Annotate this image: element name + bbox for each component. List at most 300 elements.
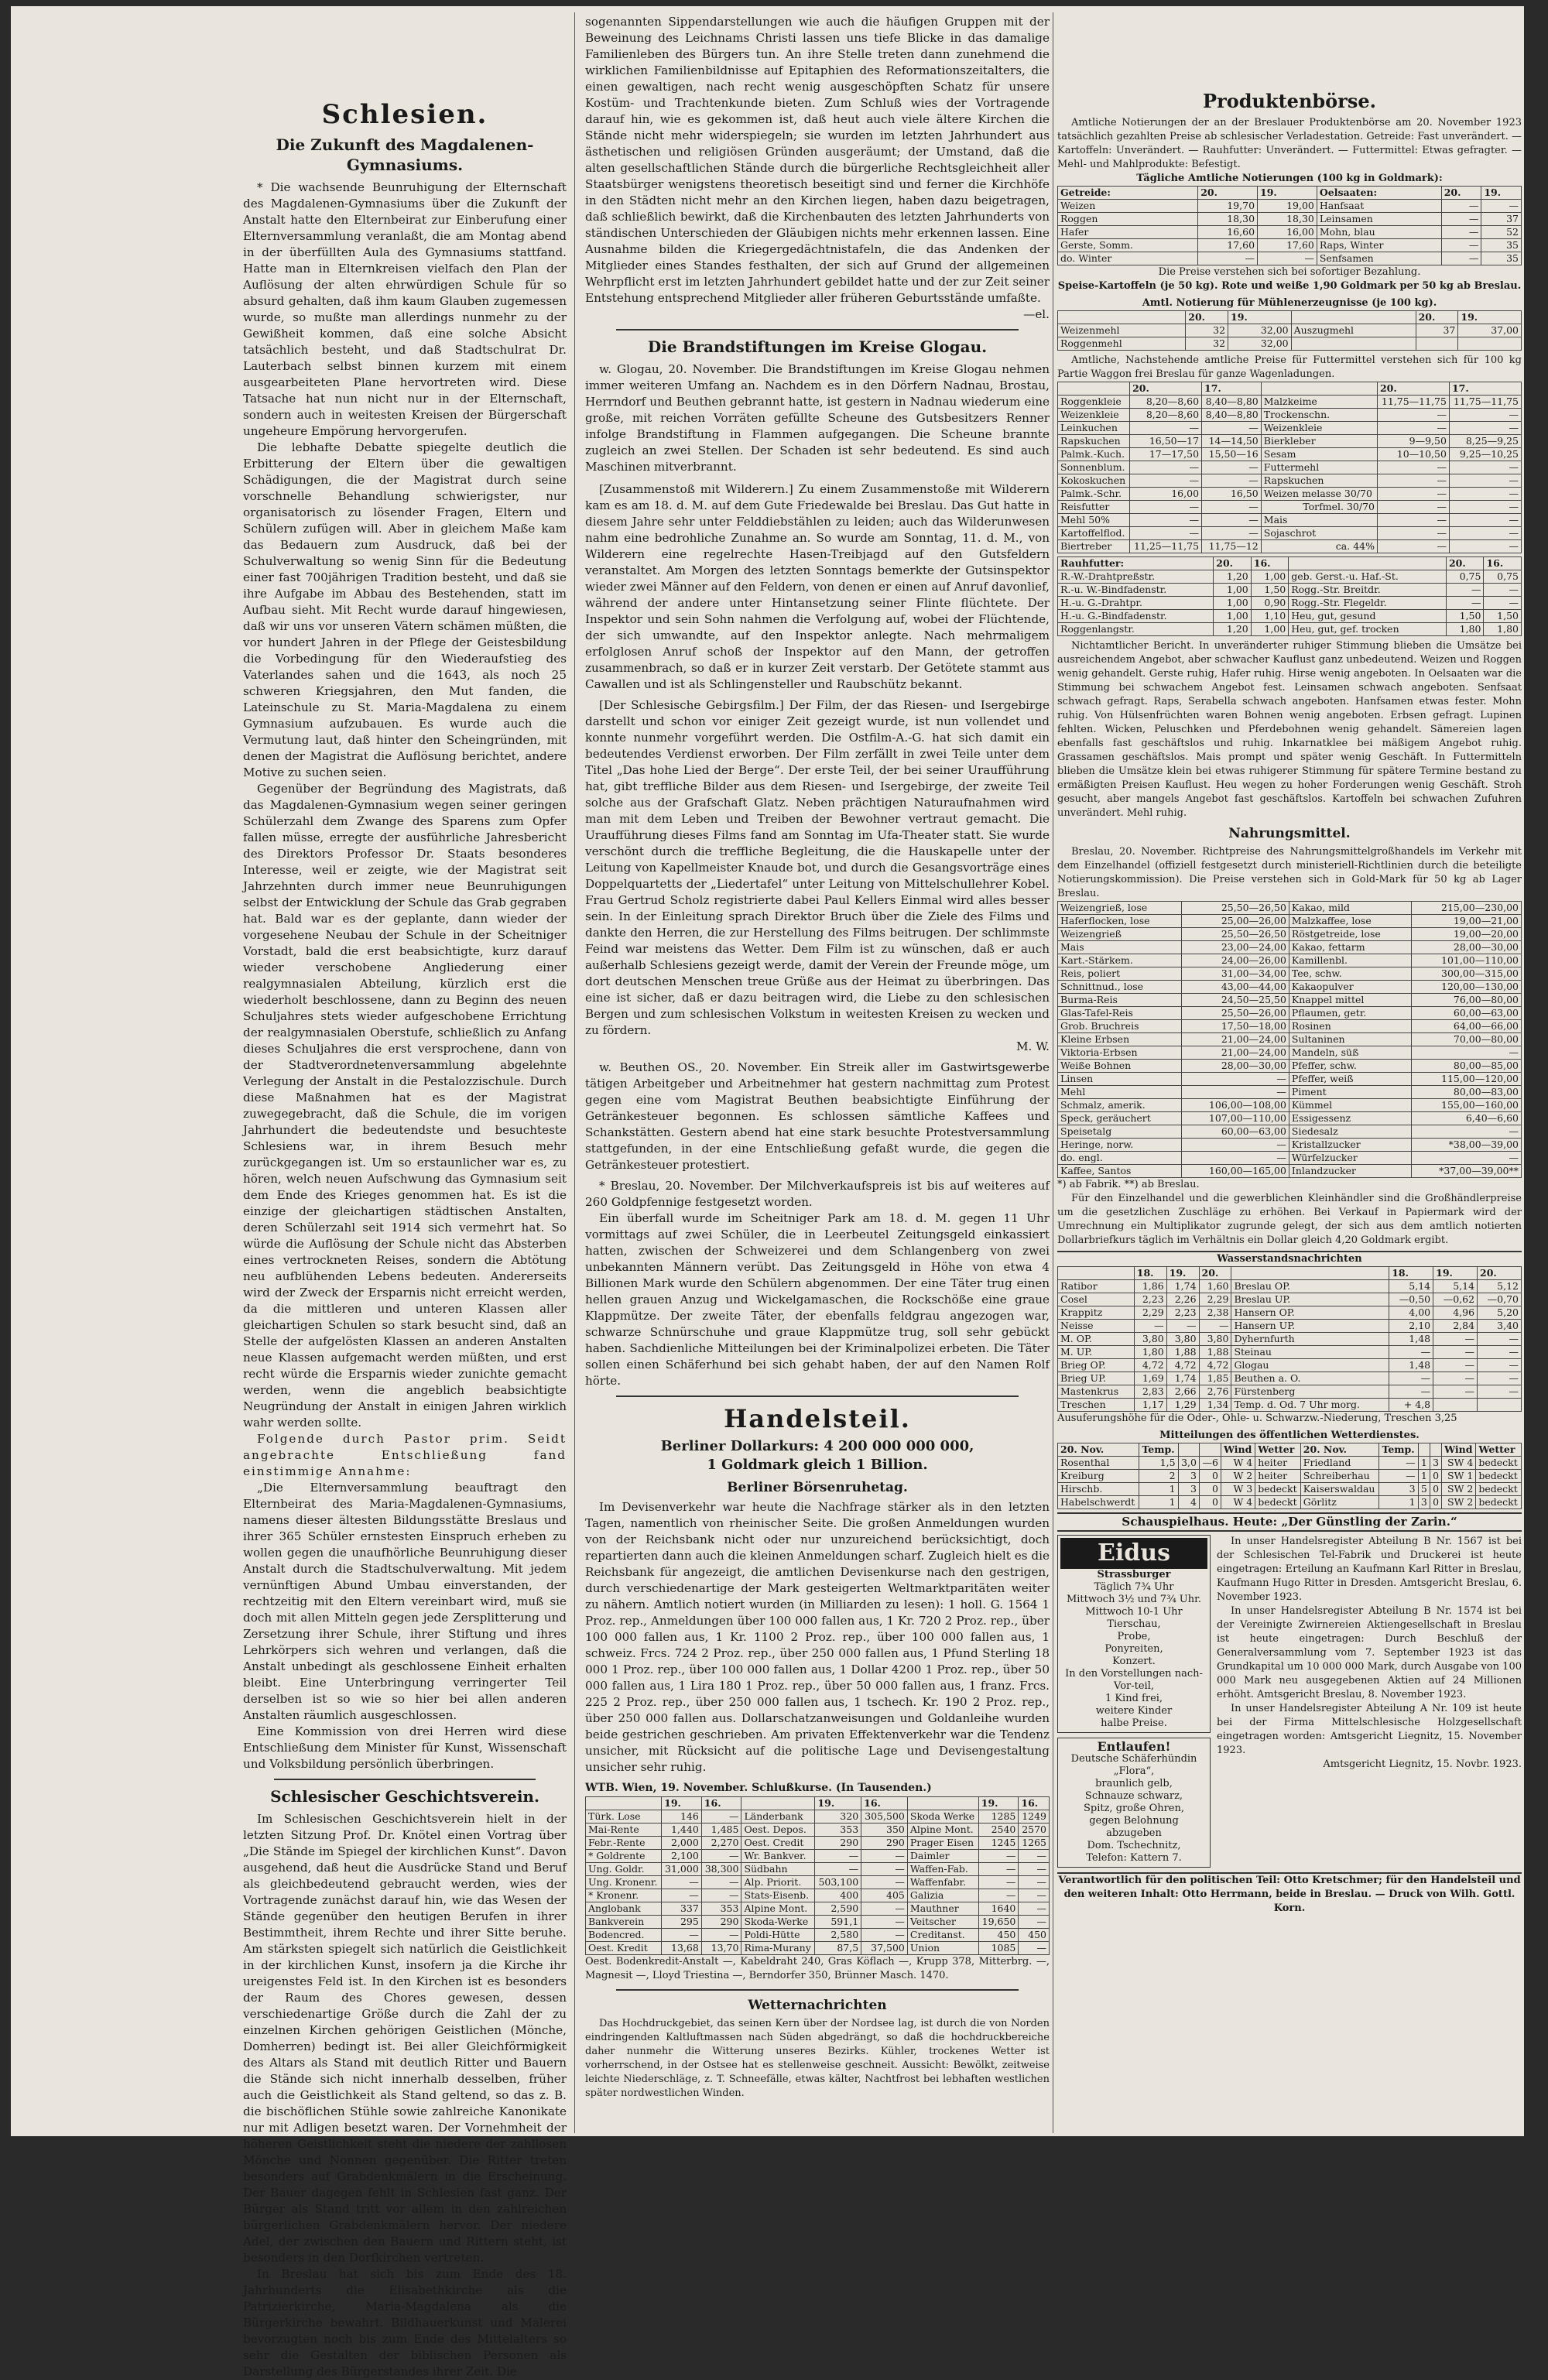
table-cell: SW 4 — [1442, 1457, 1476, 1470]
table-cell: 32 — [1186, 324, 1228, 337]
table-cell: 3,80 — [1134, 1333, 1166, 1346]
table-cell: Temp. d. Od. 7 Uhr morg. — [1231, 1399, 1389, 1412]
table-cell: — — [1441, 252, 1481, 265]
table-cell: Ratibor — [1058, 1280, 1135, 1293]
table-cell: 1,50 — [1446, 610, 1483, 623]
table-cell: Breslau UP. — [1231, 1293, 1389, 1306]
table-row — [1058, 1372, 1522, 1385]
table-cell: — — [1377, 461, 1449, 474]
article-paragraph: Eine Kommission von drei Herren wird diese Entschließung dem Minister für Kunst, Wissenschaft und Volksbildung persönlich überbringen. — [243, 1724, 567, 1771]
column-header: 20. — [1130, 382, 1202, 396]
table-cell: 11,25—11,75 — [1130, 540, 1202, 553]
goldmark-rate: 1 Goldmark gleich 1 Billion. — [707, 1457, 928, 1473]
table-cell: 320 — [815, 1810, 861, 1824]
table-cell: — — [1019, 1889, 1050, 1902]
table-row — [1058, 488, 1522, 501]
table-cell: — — [1377, 474, 1449, 488]
article-paragraph: „Die Elternversammlung beauftragt den Elternbeirat des Maria-Magdalenen-Gymnasiums, namens dieser ältesten Bildungsstätte Breslaus und ihrer 365 Schüler ernstesten Einspruch erheben zu wollen gegen die unaufhörliche Beunruhigung dieser Anstalt durch die Stadtschulverwaltung. Mit jedem vernünftigen Abund Umbau einverstanden, der rechtzeitig mit den Eltern vereinbart wird, muß sie doch mit allen Mitteln gegen jede Zersplitterung und Zersetzung ihrer Schule, ihrer Stiftung und ihres Lehrkörpers sich wehren und verlangen, daß die Anstalt unbedingt als geschlossene Einheit erhalten bleibt. Eine Unterbringung verringerter Teil derselben ist so wie so hier bei allen anderen Anstalten räumlich ausgeschlossen. — [243, 1481, 567, 1722]
table-cell: 2,10 — [1389, 1320, 1433, 1333]
column-header: 20. — [1446, 557, 1483, 570]
table-cell: 16,60 — [1198, 226, 1258, 239]
table-cell: — — [1433, 1372, 1478, 1385]
table-cell: 1 — [1379, 1496, 1418, 1509]
table-cell: — — [701, 1810, 741, 1824]
table-row — [586, 1837, 1050, 1850]
table-cell: SW 2 — [1442, 1483, 1476, 1496]
table-cell: 2,590 — [815, 1902, 861, 1916]
table-cell: 1,74 — [1166, 1372, 1199, 1385]
column-header: 20. — [1198, 187, 1258, 200]
newspaper-page — [11, 6, 1524, 2378]
table-cell: 9,25—10,25 — [1449, 448, 1521, 461]
column-header: 20. Nov. — [1300, 1443, 1379, 1457]
table-cell: — — [1478, 1372, 1522, 1385]
table-cell: — — [1389, 1385, 1433, 1399]
table-cell: * Goldrente — [586, 1850, 662, 1863]
weather-table — [1057, 1443, 1522, 1509]
table-row — [1058, 226, 1522, 239]
table-cell: — — [978, 1863, 1019, 1876]
table-cell: 80,00—85,00 — [1411, 1060, 1521, 1073]
column-header: 20. — [1478, 1267, 1522, 1280]
table-cell: 28,00—30,00 — [1182, 1060, 1289, 1073]
table-cell: — — [1377, 514, 1449, 527]
table-cell: Mauthner — [907, 1902, 978, 1916]
table-cell: Reis, poliert — [1058, 967, 1182, 981]
table-cell: 4 — [1178, 1496, 1199, 1509]
column-header: 20. — [1377, 382, 1449, 396]
table-cell: — — [1478, 1346, 1522, 1359]
table-cell: — — [1166, 1320, 1199, 1333]
table-row — [1058, 1346, 1522, 1359]
table-cell: 1,50 — [1484, 610, 1522, 623]
table-cell: Breslau OP. — [1231, 1280, 1389, 1293]
table-cell: Malzkeime — [1261, 396, 1377, 409]
table-row — [1058, 941, 1522, 954]
table-cell: Bodencred. — [586, 1929, 662, 1942]
subsection-title: Nahrungsmittel. — [1228, 826, 1351, 841]
table-cell: 16,00 — [1258, 226, 1317, 239]
table-cell: bedeckt — [1476, 1483, 1522, 1496]
table-cell: 1 — [1418, 1457, 1430, 1470]
table-cell: — — [1377, 409, 1449, 422]
table-cell: — — [1411, 1152, 1521, 1165]
table-cell: — — [1411, 1125, 1521, 1139]
table-row — [1058, 981, 1522, 994]
table-cell: *37,00—39,00** — [1411, 1165, 1521, 1178]
table-cell: geb. Gerst.-u. Haf.-St. — [1289, 570, 1447, 584]
table-header-row — [1058, 311, 1522, 324]
column-1 — [243, 14, 567, 2378]
table-cell: —0,70 — [1478, 1293, 1522, 1306]
table-cell: 9—9,50 — [1377, 435, 1449, 448]
article-paragraph: * Breslau, 20. November. Der Milchverkaufspreis ist bis auf weiteres auf 260 Goldpfennige festgesetzt worden. — [585, 1179, 1050, 1209]
table-cell: Piment — [1289, 1086, 1411, 1099]
column-header — [741, 1797, 815, 1810]
table-cell: — — [701, 1929, 741, 1942]
table-cell: — — [861, 1876, 908, 1889]
table-cell: — — [1449, 488, 1521, 501]
table-cell: 503,100 — [815, 1876, 861, 1889]
table-cell: Weizenmehl — [1058, 324, 1186, 337]
table-cell: 37,00 — [1458, 324, 1522, 337]
table-cell: 120,00—130,00 — [1411, 981, 1521, 994]
article-paragraph: w. Beuthen OS., 20. November. Ein Streik aller im Gastwirtsgewerbe tätigen Arbeitgeber und Arbeitnehmer hat gestern nachmittag zum Protest gegen eine vom Magistrat Beuthen beabsichtigte Einführung der Getränkesteuer begonnen. Es schlossen sämtliche Kaffees und Schankstätten. Gestern abend hat eine stark besuchte Protestversammlung stattgefunden, in der eine Entschließung gefaßt wurde, die gegen die Getränkesteuer protestiert. — [585, 1060, 1050, 1172]
column-header: 19. — [1481, 187, 1522, 200]
table-note: *) ab Fabrik. **) ab Breslau. — [1057, 1179, 1200, 1190]
table-header-row — [586, 1797, 1050, 1810]
table-cell: Stats-Eisenb. — [741, 1889, 815, 1902]
table-row — [1058, 540, 1522, 553]
ad-lines — [1060, 1753, 1207, 1865]
table-cell: Galizia — [907, 1889, 978, 1902]
table-cell: — — [1449, 540, 1521, 553]
table-row — [1058, 1399, 1522, 1412]
table-cell: Oest. Depos. — [741, 1824, 815, 1837]
table-title: WTB. Wien, 19. November. Schlußkurse. (In Tausenden.) — [585, 1782, 932, 1794]
table-cell: bedeckt — [1255, 1483, 1301, 1496]
table-cell: Futtermehl — [1261, 461, 1377, 474]
table-cell: — — [1202, 501, 1262, 514]
register-notice: In unser Handelsregister Abteilung B Nr. 1567 ist bei der Schlesischen Tel-Fabrik und Druckerei ist heute eingetragen: Erteilung an Kaufmann Karl Ritter in Breslau, Kaufmann Hugo Ritter in Dresden. Amtsgericht Breslau, 6. November 1923. — [1217, 1536, 1522, 1603]
register-footer: Amtsgericht Liegnitz, 15. Novbr. 1923. — [1323, 1758, 1522, 1770]
table-row — [1058, 514, 1522, 527]
table-cell: Poldi-Hütte — [741, 1929, 815, 1942]
table-row — [1058, 1139, 1522, 1152]
table-cell: 1 — [1139, 1496, 1178, 1509]
table-cell: Linsen — [1058, 1073, 1182, 1086]
table-cell: — — [1446, 597, 1483, 610]
table-cell: do. engl. — [1058, 1152, 1182, 1165]
table-cell: 80,00—83,00 — [1411, 1086, 1521, 1099]
table-cell: 17,60 — [1198, 239, 1258, 252]
table-cell: 21,00—24,00 — [1182, 1033, 1289, 1046]
ad-line: Spitz, große Ohren, — [1083, 1803, 1185, 1814]
table-cell: 8,40—8,80 — [1202, 396, 1262, 409]
separator — [616, 1989, 1019, 1991]
table-cell: 5 — [1418, 1483, 1430, 1496]
table-cell: Roggenkleie — [1058, 396, 1130, 409]
column-header: 17. — [1202, 382, 1262, 396]
table-cell: Dyhernfurth — [1231, 1333, 1389, 1346]
table-row — [1058, 1333, 1522, 1346]
ad-line: Mittwoch 10-1 Uhr — [1085, 1606, 1183, 1618]
table-cell: 11,75—11,75 — [1377, 396, 1449, 409]
table-row — [1058, 570, 1522, 584]
table-cell: Rosinen — [1289, 1020, 1411, 1033]
table-cell: — — [861, 1850, 908, 1863]
table-cell: 1,5 — [1139, 1457, 1178, 1470]
table-cell: 25,50—26,00 — [1182, 1007, 1289, 1020]
column-header: 20. Nov. — [1058, 1443, 1139, 1457]
table-cell: Roggen — [1058, 213, 1198, 226]
table-row — [1058, 252, 1522, 265]
table-cell: — — [1202, 527, 1262, 540]
table-cell: Weizenkleie — [1261, 422, 1377, 435]
column-header: Wind — [1221, 1443, 1255, 1457]
table-cell: W 4 — [1221, 1457, 1255, 1470]
article-paragraph: In Breslau hat sich bis zum Ende des 18. Jahrhunderts die Elisabethkirche als die Patrizierkirche, Maria-Magdalena als die Bürgerkirche bewahrt. Bildhauerkunst und Malerei bevorzugten noch bis zum Ende des Mittelalters so sehr die Gestalten der biblischen Personen als Darstellung des Bürgerstandes ihrer Zeit. Die — [243, 2267, 567, 2378]
table-cell: Wr. Bankver. — [741, 1850, 815, 1863]
table-cell: Kristallzucker — [1289, 1139, 1411, 1152]
table-row — [1058, 1165, 1522, 1178]
ads-and-registers — [1057, 1535, 1522, 1868]
table-cell: Waffenfabr. — [907, 1876, 978, 1889]
table-cell: 87,5 — [815, 1942, 861, 1955]
ad-line: Täglich 7¾ Uhr — [1094, 1581, 1174, 1593]
table-cell: 337 — [662, 1902, 702, 1916]
table-cell: M. OP. — [1058, 1333, 1135, 1346]
table-cell: 18,30 — [1258, 213, 1317, 226]
article-paragraph: Im Devisenverkehr war heute die Nachfrage stärker als in den letzten Tagen, namentlich von rheinischer Seite. Die großen Anmeldungen wurden von der Reichsbank nicht oder nur unzureichend berücksichtigt, doch repartierten dann auch die kleinen Anmeldungen scharf. Zugleich hielt es die Reichsbank für angezeigt, die amtlichen Devisenkurse nach den gestrigen, durch verschiedenartige der Mark gesteigerten Weltmarktparitäten weiter zu nähern. Amtlich notiert wurden (in Milliarden zu lesen): 1 holl. G. 1564 1 Proz. rep., Anmeldungen über 100 000 fallen aus, 1 Kr. 720 2 Proz. rep., über 100 000 fallen aus, 1 Kr. 1100 2 Proz. rep., über 100 000 fallen aus, 1 schweiz. Frcs. 724 2 Proz. rep., über 250 000 fallen aus, 1 Pfund Sterling 18 000 1 Proz. rep., über 100 000 fallen aus, 1 Dollar 4200 1 Proz. rep., über 50 000 fallen aus, 1 Lira 180 1 Proz. rep., über 50 000 fallen aus, 1 franz. Frcs. 225 2 Proz. rep., über 250 000 fallen aus, 1 tschech. Kr. 190 2 Proz. rep., über 250 000 fallen aus. Dollarschatzanweisungen und Goldanleihe wurden beide gestrichen geschrieben. Am privaten Effektenverkehr war die Tendenz unsicher, mit Rücksicht auf die politische Lage und Devisengestaltung unsicher sehr ruhig. — [585, 1500, 1050, 1774]
table-cell: — — [1182, 1073, 1289, 1086]
table-row — [1058, 584, 1522, 597]
column-header: 20. — [1186, 311, 1228, 324]
column-header: 20. — [1199, 1267, 1231, 1280]
column-header: 19. — [978, 1797, 1019, 1810]
table-cell: * Kronenr. — [586, 1889, 662, 1902]
table-cell: Heu, gut, gef. trocken — [1289, 623, 1447, 636]
table-cell: Sonnenblum. — [1058, 461, 1130, 474]
table-cell: Essigessenz — [1289, 1112, 1411, 1125]
table-cell: Schreiberhau — [1300, 1470, 1379, 1483]
ad-line: weitere Kinder — [1095, 1705, 1173, 1717]
table-cell: 2,84 — [1433, 1320, 1478, 1333]
table-cell: Biertreber — [1058, 540, 1130, 553]
table-footer: Oest. Bodenkredit-Anstalt —, Kabeldraht 240, Gras Köflach —, Krupp 378, Mitterbrg. —, Magnesit —, Lloyd Triestina —, Berndorfer 350, Brünner Masch. 1470. — [585, 1956, 1050, 1981]
table-cell: Gerste, Somm. — [1058, 239, 1198, 252]
article-title: Die Brandstiftungen im Kreise Glogau. — [647, 337, 988, 356]
table-row — [1058, 610, 1522, 623]
table-cell: 1,00 — [1214, 584, 1251, 597]
ad-line: Schnauze schwarz, — [1084, 1790, 1183, 1802]
column-header — [1178, 1443, 1199, 1457]
table-cell: Steinau — [1231, 1346, 1389, 1359]
table-cell: Roggenlangstr. — [1058, 623, 1214, 636]
table-cell: — — [701, 1876, 741, 1889]
table-row — [1058, 1280, 1522, 1293]
article-paragraph: sogenannten Sippendarstellungen wie auch die häufigen Gruppen mit der Beweinung des Leichnams Christi lassen uns tiefe Blicke in das damalige Familienleben des Bürgers tun. An ihre Stelle treten dann zunehmend die wirklichen Familienbildnisse auf Epitaphien des Reformationszeitalters, die einen gewaltigen, nach recht wenig ausgeschöpften Schatz für unsere Kostüm- und Trachtenkunde bieten. Zum Schluß wies der Vortragende darauf hin, wie es gekommen ist, daß heut auch viele ältere Kirchen die Stände nicht mehr widerspiegeln; sie wurden im letzten Jahrhundert aus ästhetischen und religiösen Gründen ausgeräumt; der Umstand, daß die alten gesellschaftlichen Stände durch die bürgerliche Rechtsgleichheit aller Staatsbürger wenigstens theoretisch beseitigt sind und ferner die Kirchhöfe in den Städten nicht mehr an den Kirchen liegen, haben dazu beigetragen, daß schließlich bewirkt, daß die Kirchenbauten des letzten Jahrhunderts von ständischen Unterschieden der Gläubigen nichts mehr erkennen lassen. Eine Ausnahme bilden die Kriegergedächtnistafeln, die das Andenken der Mitglieder eines Standes festhalten, der sich auf Grund der allgemeinen Wehrpflicht erst im letzten Jahrhundert gebildet hatte und der zur Zeit seiner Entstehung entsprechend Mitglieder aller früheren Geburtsstände umfaßte. — [585, 15, 1050, 305]
article-paragraph: Im Schlesischen Geschichtsverein hielt in der letzten Sitzung Prof. Dr. Knötel einen Vortrag über „Die Stände im Spiegel der kirchlichen Kunst“. Davon ausgehend, daß heut die Ausdrücke Stand und Beruf als gleichbedeutend gebraucht werden, wies der Vortragende zunächst darauf hin, wie das Wesen der Stände gegenüber den heutigen Berufen in ihrer Bestimmtheit, ihrem Rechte und ihrer Sitte beruhe. Am stärksten spiegelt sich natürlich die Geistlichkeit in der kirchlichen Kunst, insofern ja die Kirche ihr ureigenstes Feld ist. In den Kirchen ist es besonders der Raum des Chores gewesen, dessen verschiedenartige Größe durch die Zahl der zu einzelnen Kirchen gehörigen Geistlichen (Mönche, Domherren) bedingt ist. Bei aller Gleichförmigkeit des Altars als Stand mit deutlich Ritter und Bauern die Stände sich nicht innerhalb desselben, früher auch die Geistlichkeit als Stand geltend, so das z. B. die bischöflichen Stühle sowie zahlreiche Kanonikate nur mit Adligen besetzt waren. Der Vornehmheit der höheren Geistlichkeit steht die niedere der zahllosen Mönche und Nonnen gegenüber. Die Ritter treten besonders auf Grabdenkmälern in die Erscheinung. Der Bauer dagegen fehlt in Schlesien fast ganz. Der Bürger als Stand tritt vor allem in den zahlreichen bürgerlichen Grabdenkmälern hervor. Der niedere Adel, der zwischen den Bauern und Rittern steht, ist besonders in den Dorfkirchen vertreten. — [243, 1812, 567, 2265]
table-row — [1058, 1320, 1522, 1333]
table-row — [1058, 1125, 1522, 1139]
feed-table — [1057, 382, 1522, 553]
table-cell: Siedesalz — [1289, 1125, 1411, 1139]
table-cell: — — [1377, 540, 1449, 553]
column-header: 18. — [1134, 1267, 1166, 1280]
table-cell: 1,69 — [1134, 1372, 1166, 1385]
separator — [616, 329, 1019, 330]
table-cell: Palmk.-Schr. — [1058, 488, 1130, 501]
table-cell: 64,00—66,00 — [1411, 1020, 1521, 1033]
table-cell — [1433, 1399, 1478, 1412]
table-cell: — — [1478, 1385, 1522, 1399]
table-row — [1058, 461, 1522, 474]
table-cell: Febr.-Rente — [586, 1837, 662, 1850]
table-cell: Roggenmehl — [1058, 337, 1186, 351]
table-cell: 24,50—25,50 — [1182, 994, 1289, 1007]
ad-line: Tierschau, — [1107, 1618, 1161, 1630]
table-cell: 17,50—18,00 — [1182, 1020, 1289, 1033]
table-cell: — — [1198, 252, 1258, 265]
column-2 — [585, 14, 1050, 2131]
table-cell: 353 — [701, 1902, 741, 1916]
table-cell: 13,68 — [662, 1942, 702, 1955]
table-cell: — — [861, 1902, 908, 1916]
table-cell: Burma-Reis — [1058, 994, 1182, 1007]
table-cell: 3 — [1418, 1496, 1430, 1509]
table-cell: 1,485 — [701, 1824, 741, 1837]
table-cell: Rapskuchen — [1261, 474, 1377, 488]
table-cell: 1,440 — [662, 1824, 702, 1837]
table-cell: Malzkaffee, lose — [1289, 915, 1411, 928]
table-row — [1058, 623, 1522, 636]
table-cell: 400 — [815, 1889, 861, 1902]
ad-line: In den Vorstellungen nach-Vor-teil, — [1065, 1668, 1203, 1692]
table-cell: 19,00—21,00 — [1411, 915, 1521, 928]
table-cell: 2,26 — [1166, 1293, 1199, 1306]
subsection-title: Berliner Börsenruhetag. — [727, 1480, 908, 1495]
table-note: Die Preise verstehen sich bei sofortiger Bezahlung. — [1158, 266, 1421, 278]
table-cell: — — [1202, 474, 1262, 488]
column-header — [586, 1797, 662, 1810]
table-cell: 160,00—165,00 — [1182, 1165, 1289, 1178]
table-cell: — — [1377, 488, 1449, 501]
table-cell: H.-u. G.-Bindfadenstr. — [1058, 610, 1214, 623]
table-cell: — — [1019, 1902, 1050, 1916]
table-cell: 1,88 — [1199, 1346, 1231, 1359]
table-cell: *38,00—39,00 — [1411, 1139, 1521, 1152]
water-level-table — [1057, 1266, 1522, 1412]
table-cell: 2540 — [978, 1824, 1019, 1837]
table-cell: Sesam — [1261, 448, 1377, 461]
column-header: Wetter — [1255, 1443, 1301, 1457]
column-header — [1430, 1443, 1441, 1457]
table-cell: Kamillenbl. — [1289, 954, 1411, 967]
table-cell: Mais — [1058, 941, 1182, 954]
table-row — [1058, 1099, 1522, 1112]
table-cell: Inlandzucker — [1289, 1165, 1411, 1178]
table-cell: 290 — [861, 1837, 908, 1850]
table-cell: Mai-Rente — [586, 1824, 662, 1837]
table-cell: 2,29 — [1134, 1306, 1166, 1320]
table-cell: — — [1377, 501, 1449, 514]
table-cell: Alpine Mont. — [741, 1902, 815, 1916]
table-cell: 8,20—8,60 — [1130, 396, 1202, 409]
table-cell: Reisfutter — [1058, 501, 1130, 514]
table-cell: Weizen — [1058, 200, 1198, 213]
table-cell: Kakaopulver — [1289, 981, 1411, 994]
table-cell: 16,50 — [1202, 488, 1262, 501]
table-cell: 24,00—26,00 — [1182, 954, 1289, 967]
table-cell: 3,0 — [1178, 1457, 1199, 1470]
table-row — [1058, 902, 1522, 915]
table-cell: 14—14,50 — [1202, 435, 1262, 448]
table-cell: Habelschwerdt — [1058, 1496, 1139, 1509]
table-cell: Görlitz — [1300, 1496, 1379, 1509]
table-cell: Brieg OP. — [1058, 1359, 1135, 1372]
section-title: Schlesien. — [321, 99, 488, 130]
table-row — [1058, 1385, 1522, 1399]
table-cell: — — [1019, 1876, 1050, 1889]
column-header: 16. — [701, 1797, 741, 1810]
table-row — [1058, 435, 1522, 448]
table-cell: Hanfsaat — [1317, 200, 1441, 213]
table-cell: 1085 — [978, 1942, 1019, 1955]
column-header: Wetter — [1476, 1443, 1522, 1457]
ad-line: 1 Kind frei, — [1104, 1693, 1163, 1704]
table-cell: 5,14 — [1433, 1280, 1478, 1293]
table-cell: 1 — [1418, 1470, 1430, 1483]
column-header: Getreide: — [1058, 187, 1198, 200]
table-cell: 1,10 — [1251, 610, 1288, 623]
table-cell: 1 — [1139, 1483, 1178, 1496]
table-row — [586, 1916, 1050, 1929]
register-notice: In unser Handelsregister Abteilung B Nr. 1574 ist bei der Vereinigte Zwirnereien Aktiengesellschaft in Breslau ist heute eingetragen: Durch Beschluß der Generalversammlung vom 7. September 1923 ist das Grundkapital um 10 000 000 Mark, durch Ausgabe von 100 000 Mark neu ausgegebenen Aktien auf 24 Millionen erhöht. Amtsgericht Breslau, 8. November 1923. — [1217, 1605, 1522, 1700]
table-cell: 18,30 — [1198, 213, 1258, 226]
table-cell: — — [1182, 1152, 1289, 1165]
column-header — [907, 1797, 978, 1810]
table-cell: 37 — [1481, 213, 1522, 226]
table-cell: — — [662, 1929, 702, 1942]
table-cell: M. UP. — [1058, 1346, 1135, 1359]
separator — [274, 1779, 536, 1780]
table-row — [1058, 1020, 1522, 1033]
ad-title: Entlaufen! — [1097, 1739, 1171, 1754]
table-cell: — — [1130, 474, 1202, 488]
table-cell: Glogau — [1231, 1359, 1389, 1372]
theater-notice: Schauspielhaus. Heute: „Der Günstling der Zarin.“ — [1057, 1512, 1522, 1532]
table-cell: 0 — [1199, 1470, 1221, 1483]
table-cell: Union — [907, 1942, 978, 1955]
table-row — [1058, 1483, 1522, 1496]
table-cell: Haferflocken, lose — [1058, 915, 1182, 928]
column-header: 16. — [1019, 1797, 1050, 1810]
table-cell: 2,83 — [1134, 1385, 1166, 1399]
table-cell: Schmalz, amerik. — [1058, 1099, 1182, 1112]
table-cell: 0 — [1430, 1496, 1441, 1509]
table-cell — [1416, 337, 1458, 351]
table-cell: — — [1481, 200, 1522, 213]
table-cell: 5,20 — [1478, 1306, 1522, 1320]
table-cell: 2,66 — [1166, 1385, 1199, 1399]
column-header — [1231, 1267, 1389, 1280]
table-cell: — — [1441, 213, 1481, 226]
article-signature: M. W. — [1016, 1039, 1050, 1053]
table-cell: 35 — [1481, 239, 1522, 252]
table-cell: — — [701, 1850, 741, 1863]
column-header: Wind — [1442, 1443, 1476, 1457]
table-cell: —6 — [1199, 1457, 1221, 1470]
table-cell: 3,80 — [1199, 1333, 1231, 1346]
table-cell: 3 — [1430, 1457, 1441, 1470]
table-cell: — — [662, 1876, 702, 1889]
table-cell: 16,00 — [1130, 488, 1202, 501]
table-cell: SW 2 — [1442, 1496, 1476, 1509]
table-cell: Würfelzucker — [1289, 1152, 1411, 1165]
table-cell: 19,00 — [1258, 200, 1317, 213]
table-cell: 107,00—110,00 — [1182, 1112, 1289, 1125]
table-cell: 146 — [662, 1810, 702, 1824]
table-cell: — — [1449, 501, 1521, 514]
table-cell: Veitscher — [907, 1916, 978, 1929]
table-cell: — — [1202, 422, 1262, 435]
table-cell: 3 — [1379, 1483, 1418, 1496]
table-cell: 5,12 — [1478, 1280, 1522, 1293]
article-paragraph: Ein überfall wurde im Scheitniger Park am 18. d. M. gegen 11 Uhr vormittags auf zwei Schüler, die in Leerbeutel Zeitungsgeld einkassiert hatten, zwischen der Schweizerei und dem Schlangenberg von zwei unbekannten Männern verübt. Das Zeitungsgeld in Höhe von etwa 4 Billionen Mark wurde den Schülern abgenommen. Der eine Täter trug einen hellen grauen Anzug und Wickelgamaschen, die Rockschöße eine graue Klappmütze. Der zweite Täter, der ebenfalls feldgrau angezogen war, schwarze Schnürschuhe und graue Klappmütze trug, soll sehr gebückt haben. Sachdienliche Mitteilungen bei der Kriminalpolizei erbeten. Die Täter sollen einen Schäferhund bei sich gehabt haben, der auf den Namen Rolf hörte. — [585, 1211, 1050, 1388]
table-cell: — — [1130, 527, 1202, 540]
table-cell: 19,650 — [978, 1916, 1019, 1929]
